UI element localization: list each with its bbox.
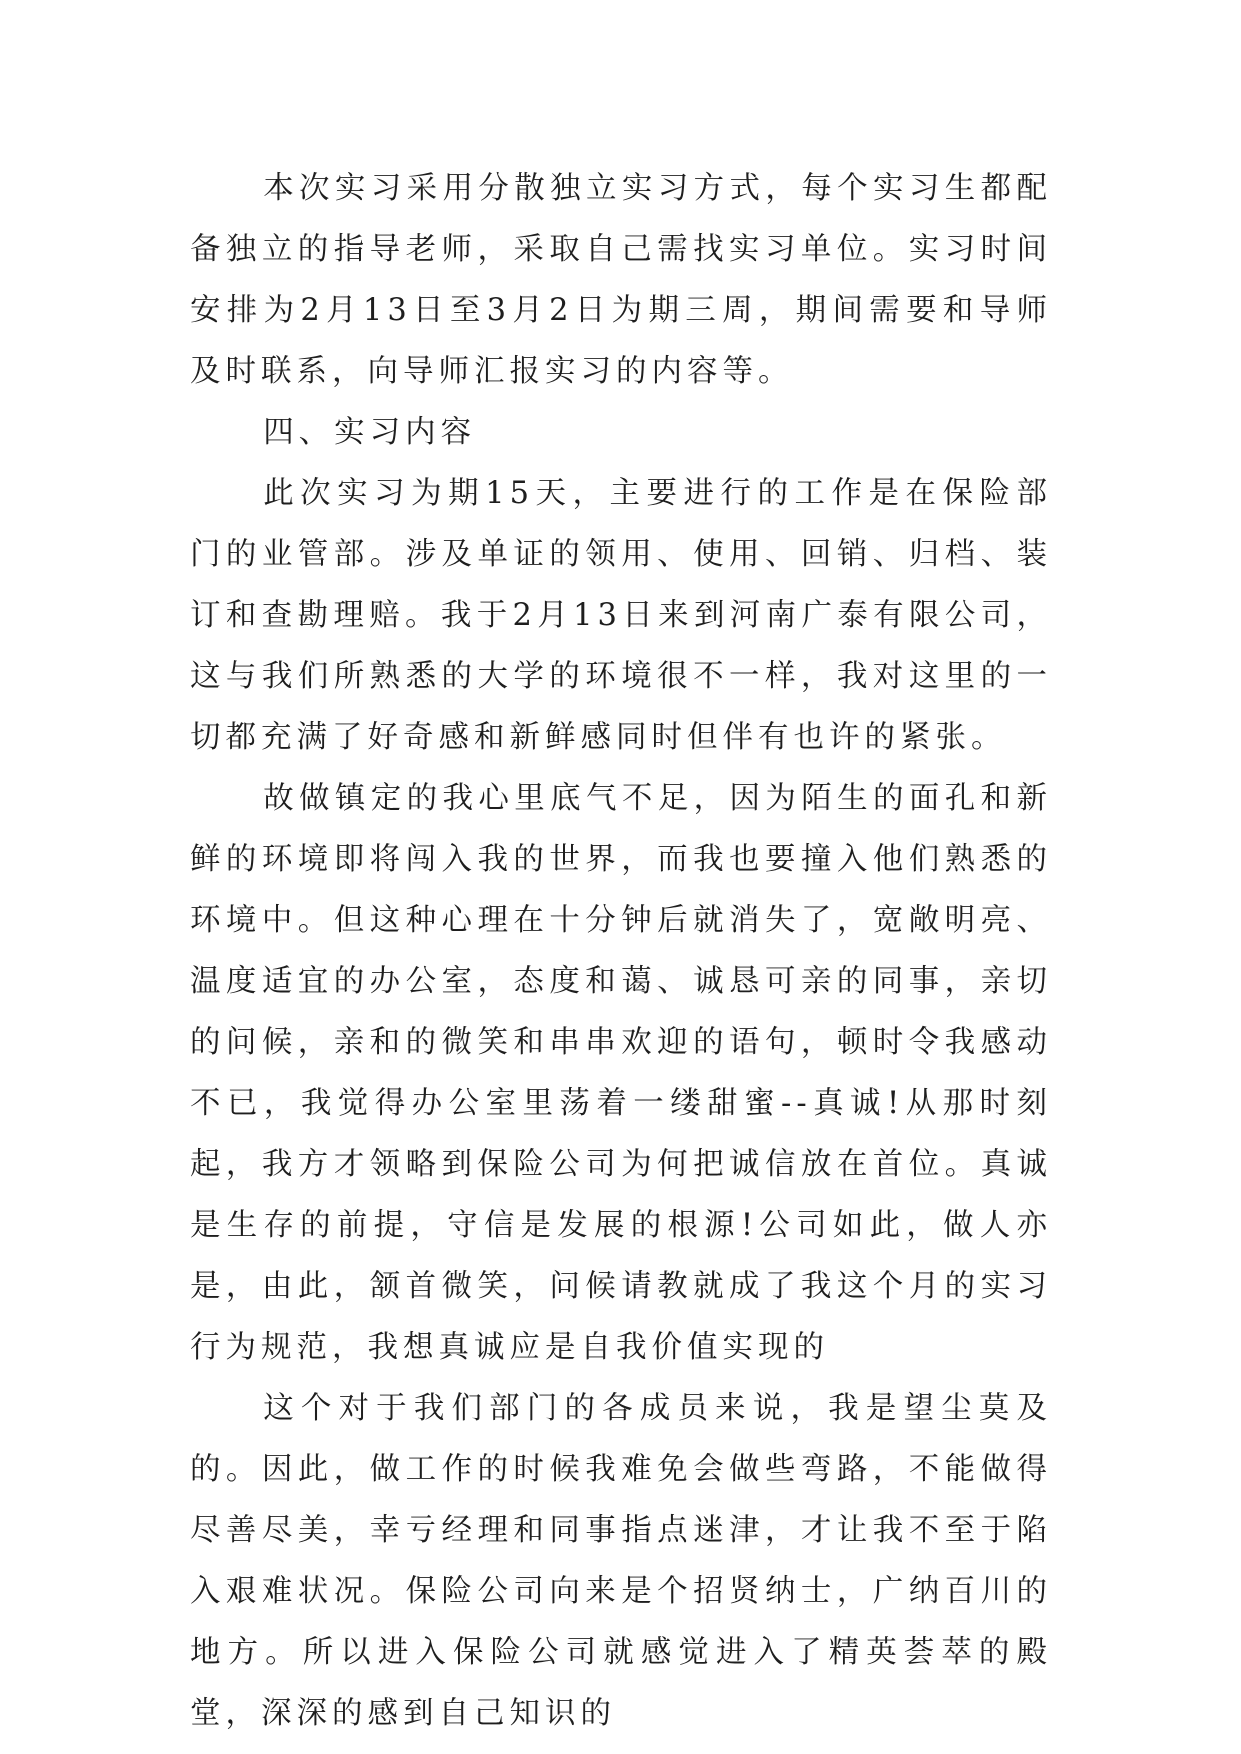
document-body xyxy=(190,158,1052,1744)
paragraph-internship-duration: 此次实习为期15天，主要进行的工作是在保险部门的业管部。涉及单证的领用、使用、回销、归档、装订和查勘理赔。我于2月13日来到河南广泰有限公司，这与我们所熟悉的大学的环境很不一样，我对这里的一切都充满了好奇感和新鲜感同时但伴有也许的紧张。 xyxy=(190,476,1052,755)
paragraph-first-impression: 故做镇定的我心里底气不足，因为陌生的面孔和新鲜的环境即将闯入我的世界，而我也要撞入他们熟悉的环境中。但这种心理在十分钟后就消失了，宽敞明亮、温度适宜的办公室，态度和蔼、诚恳可亲的同事，亲切的问候，亲和的微笑和串串欢迎的语句，顿时令我感动不已，我觉得办公室里荡着一缕甜蜜--真诚!从那时刻起，我方才领略到保险公司为何把诚信放在首位。真诚是生存的前提，守信是发展的根源!公司如此，做人亦是，由此，颔首微笑，问候请教就成了我这个月的实习行为规范，我想真诚应是自我价值实现的 xyxy=(190,781,1052,1365)
section-heading-internship-content: 四、实习内容 xyxy=(263,415,477,450)
paragraph-department-colleagues: 这个对于我们部门的各成员来说，我是望尘莫及的。因此，做工作的时候我难免会做些弯路，不能做得尽善尽美，幸亏经理和同事指点迷津，才让我不至于陷入艰难状况。保险公司向来是个招贤纳士，广纳百川的地方。所以进入保险公司就感觉进入了精英荟萃的殿堂，深深的感到自己知识的 xyxy=(190,1391,1052,1731)
paragraph-internship-method: 本次实习采用分散独立实习方式，每个实习生都配备独立的指导老师，采取自己需找实习单位。实习时间安排为2月13日至3月2日为期三周，期间需要和导师及时联系，向导师汇报实习的内容等。 xyxy=(190,171,1052,389)
